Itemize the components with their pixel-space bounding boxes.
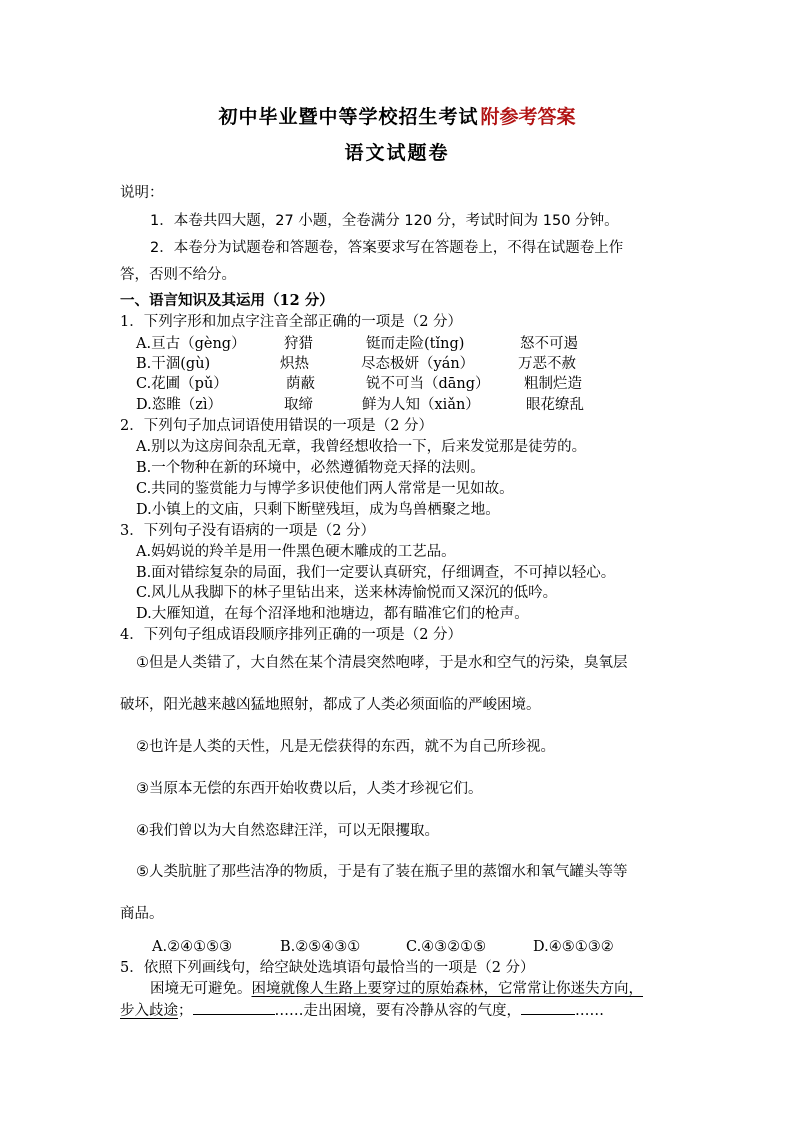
q5-stem: 5．依照下列画线句，给空缺处选填语句最恰当的一项是（2 分） [120,960,535,976]
q3-option-b: B.面对错综复杂的局面，我们一定要认真研究，仔细调查，不可掉以轻心。 [136,565,616,581]
q2-option-a: A.别以为这房间杂乱无章，我曾经想收拾一下，后来发觉那是徒劳的。 [136,439,587,455]
notes-item-2b: 答，否则不给分。 [120,267,236,283]
exam-title: 初中毕业暨中等学校招生考试 [218,106,479,128]
answer-tag: 附参考答案 [480,106,576,128]
q1-option-c-2: 荫蔽 [286,376,315,392]
q5-blank-1 [193,1000,275,1015]
q2-stem: 2．下列句子加点词语使用错误的一项是（2 分） [120,418,434,434]
q5-separator: ； [178,1003,193,1019]
q2-option-d: D.小镇上的文庙，只剩下断壁残垣，成为鸟兽栖聚之地。 [136,502,500,518]
section-1-heading: 一、语言知识及其运用（12 分） [120,292,334,309]
q2-option-c: C.共同的鉴赏能力与博学多识使他们两人常常是一见如故。 [136,481,514,497]
q5-line-2-end: …… [575,1003,604,1019]
q4-sentence-4: ④我们曾以为大自然恣肆汪洋，可以无限攫取。 [136,823,439,839]
q1-option-a-1: A.亘古（gèng） [136,336,246,352]
q5-blank-2 [521,1000,575,1015]
notes-item-1: 1．本卷共四大题，27 小题，全卷满分 120 分，考试时间为 150 分钟。 [150,213,619,229]
notes-item-2a: 2．本卷分为试题卷和答题卷，答案要求写在答题卷上，不得在试题卷上作 [150,240,624,256]
q1-option-b-3: 尽态极妍（yán） [361,356,475,372]
q4-option-d: D.④⑤①③② [533,939,614,955]
q1-option-d-4: 眼花缭乱 [526,397,584,413]
q5-line-2-mid: ……走出困境，要有冷静从容的气度， [274,1003,521,1019]
q3-option-a: A.妈妈说的羚羊是用一件黑色硬木雕成的工艺品。 [136,544,456,560]
q4-sentence-5a: ⑤人类肮脏了那些洁净的物质，于是有了装在瓶子里的蒸馏水和氧气罐头等等 [136,864,628,880]
notes-label: 说明： [120,185,164,201]
q4-sentence-5b: 商品。 [120,906,164,922]
q1-stem: 1．下列字形和加点字注音全部正确的一项是（2 分） [120,314,463,330]
q1-option-b-2: 炽热 [280,356,309,372]
q4-option-a: A.②④①⑤③ [152,939,233,955]
q4-stem: 4．下列句子组成语段顺序排列正确的一项是（2 分） [120,627,463,643]
q4-option-b: B.②⑤④③① [280,939,361,955]
q5-line-1 [150,979,643,999]
q4-sentence-2: ②也许是人类的天性，凡是无偿获得的东西，就不为自己所珍视。 [136,739,555,755]
q1-option-c-3: 锐不可当（dāng） [366,376,490,392]
q1-option-a-2: 狩猎 [284,336,313,352]
q4-option-c: C.④③②①⑤ [406,939,487,955]
q4-sentence-1a: ①但是人类错了，大自然在某个清晨突然咆哮，于是水和空气的污染，臭氧层 [136,655,628,671]
exam-title-row [0,102,794,129]
q1-option-d-1: D.恣睢（zì） [136,397,222,413]
exam-subtitle: 语文试题卷 [344,142,450,164]
q1-option-b-1: B.干涸(gù) [136,356,211,372]
q5-underlined-sentence: 困境就像人生路上要穿过的原始森林，它常常让你迷失方向， [251,981,643,997]
q3-option-c: C.风儿从我脚下的林子里钻出来，送来林涛愉悦而又深沉的低吟。 [136,585,558,601]
q1-option-a-4: 怒不可遏 [520,336,578,352]
q1-option-c-1: C.花圃（pǔ） [136,376,228,392]
q4-sentence-1b: 破坏，阳光越来越凶猛地照射，都成了人类必须面临的严峻困境。 [120,697,541,713]
q4-sentence-3: ③当原本无偿的东西开始收费以后，人类才珍视它们。 [136,781,483,797]
q1-option-d-3: 鲜为人知（xiǎn） [362,397,480,413]
q5-underlined-end: 步入歧途 [120,1003,178,1019]
q1-option-d-2: 取缔 [284,397,313,413]
q1-option-b-4: 万恶不赦 [518,356,576,372]
q5-line-2 [120,1000,604,1021]
q3-stem: 3．下列句子没有语病的一项是（2 分） [120,523,376,539]
q2-option-b: B.一个物种在新的环境中，必然遵循物竞天择的法则。 [136,460,485,476]
q5-line-1-plain: 困境无可避免。 [150,981,252,997]
q3-option-d: D.大雁知道，在每个沼泽地和池塘边，都有瞄准它们的枪声。 [136,606,529,622]
q1-option-c-4: 粗制烂造 [524,376,582,392]
q1-option-a-3: 铤而走险(tǐng) [366,336,465,352]
